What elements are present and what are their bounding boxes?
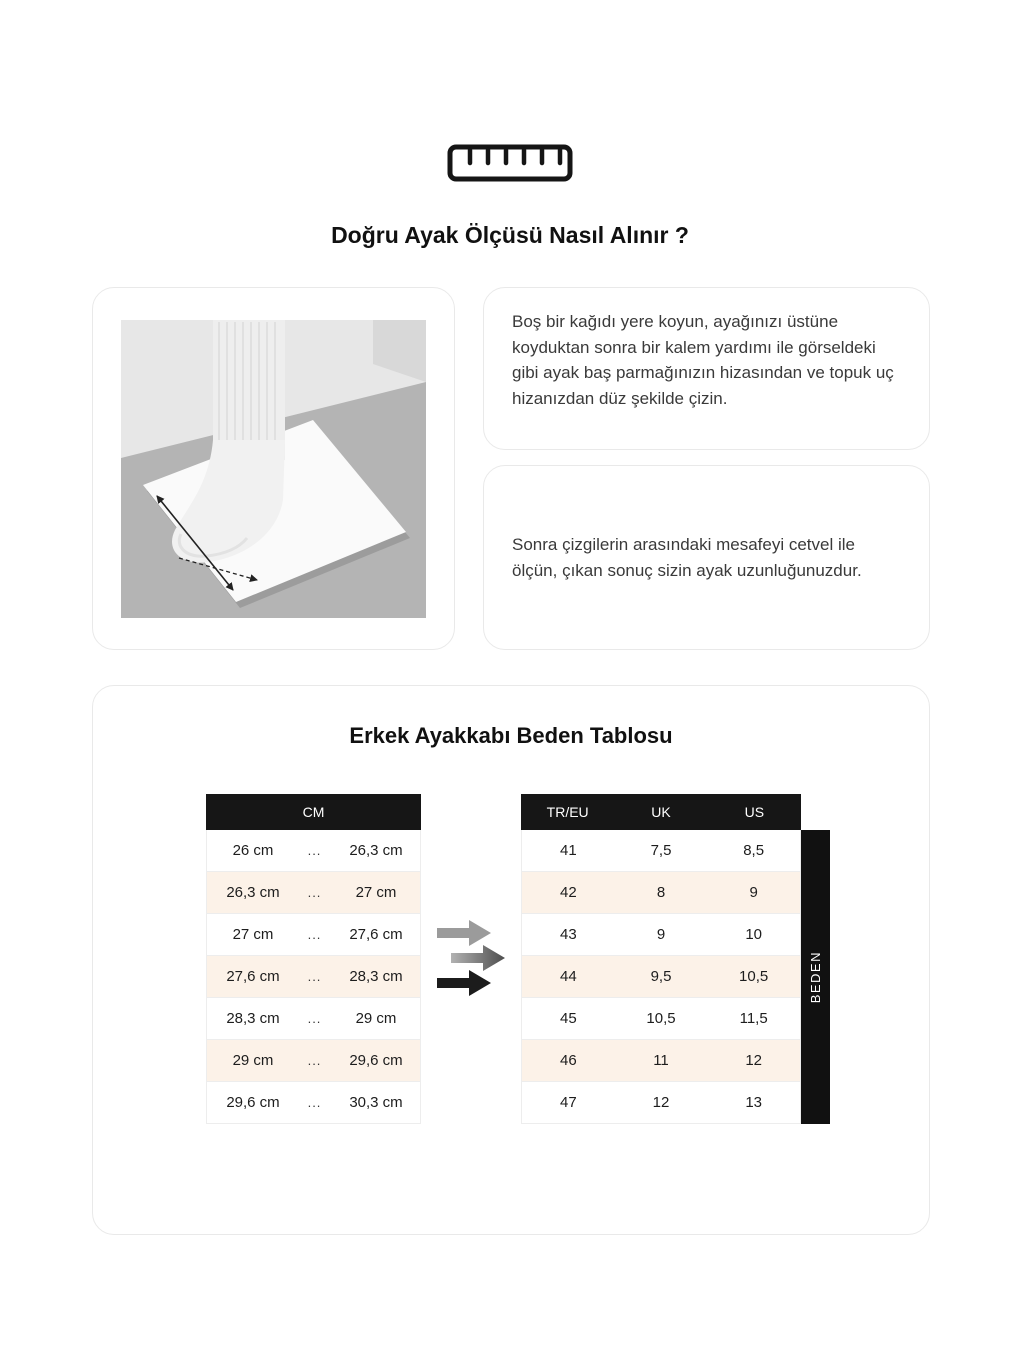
cm-table-row	[206, 914, 421, 956]
cm-separator: ...	[307, 1011, 322, 1026]
cm-table	[206, 794, 421, 1124]
beden-side-label	[801, 830, 830, 1124]
cm-max-cell: 29,6 cm	[349, 1052, 403, 1069]
cm-max-cell: 30,3 cm	[349, 1094, 403, 1111]
cm-table-row	[206, 998, 421, 1040]
cm-separator: ...	[307, 1053, 322, 1068]
size-cell-us: 11,5	[739, 1010, 768, 1027]
size-cell-treu: 41	[559, 842, 577, 859]
size-table	[521, 794, 801, 1124]
size-cell-uk: 9	[656, 926, 666, 943]
cm-min-cell: 29 cm	[232, 1052, 274, 1069]
instruction-text-2: Sonra çizgilerin arasındaki mesafeyi cetvel ile ölçün, çıkan sonuç sizin ayak uzunluğunuzdur.	[512, 535, 862, 580]
foot-measurement-image	[121, 320, 426, 618]
size-cell-uk: 11	[653, 1052, 669, 1069]
size-table-row	[521, 830, 801, 872]
cm-separator: ...	[307, 1095, 322, 1110]
size-cell-treu: 43	[559, 926, 577, 943]
cm-table-row	[206, 1082, 421, 1124]
size-table-row	[521, 956, 801, 998]
transfer-arrows-icon	[435, 918, 509, 1001]
size-table-row	[521, 998, 801, 1040]
size-cell-us: 10,5	[739, 968, 769, 985]
cm-table-row	[206, 956, 421, 998]
size-table-header	[521, 794, 801, 830]
size-table-header-us: US	[744, 804, 765, 820]
size-cell-treu: 46	[559, 1052, 577, 1069]
size-cell-uk: 8	[656, 884, 666, 901]
size-cell-uk: 10,5	[646, 1010, 676, 1027]
foot-measurement-card	[92, 287, 455, 650]
size-chart-card	[92, 685, 930, 1235]
cm-max-cell: 28,3 cm	[349, 968, 403, 985]
size-cell-treu: 45	[559, 1010, 577, 1027]
cm-table-row	[206, 830, 421, 872]
size-cell-us: 13	[745, 1094, 762, 1111]
size-cell-uk: 7,5	[650, 842, 672, 859]
cm-min-cell: 28,3 cm	[226, 1010, 280, 1027]
instruction-card-1	[483, 287, 930, 450]
instruction-text-1: Boş bir kağıdı yere koyun, ayağınızı üstüne koyduktan sonra bir kalem yardımı ile görseldeki gibi ayak baş parmağınızın hizasından ve topuk uç hizanızdan düz şekilde çizin.	[512, 312, 894, 408]
size-table-row	[521, 872, 801, 914]
page-title: Doğru Ayak Ölçüsü Nasıl Alınır ?	[331, 222, 689, 248]
cm-max-cell: 26,3 cm	[349, 842, 403, 859]
cm-max-cell: 27 cm	[355, 884, 397, 901]
cm-separator: ...	[307, 885, 322, 900]
cm-table-row	[206, 1040, 421, 1082]
size-cell-treu: 44	[559, 968, 577, 985]
cm-table-header: CM	[206, 794, 421, 830]
size-cell-uk: 12	[652, 1094, 670, 1111]
beden-label-text: BEDEN	[808, 950, 823, 1004]
size-chart-title: Erkek Ayakkabı Beden Tablosu	[349, 723, 673, 748]
cm-min-cell: 27 cm	[232, 926, 274, 943]
cm-table-row	[206, 872, 421, 914]
size-table-header-uk: UK	[651, 804, 671, 820]
size-cell-us: 9	[749, 884, 758, 901]
cm-min-cell: 29,6 cm	[226, 1094, 280, 1111]
size-cell-uk: 9,5	[650, 968, 672, 985]
cm-min-cell: 27,6 cm	[226, 968, 280, 985]
ruler-icon	[447, 142, 573, 189]
size-cell-treu: 47	[559, 1094, 577, 1111]
size-table-row	[521, 1082, 801, 1124]
size-table-row	[521, 914, 801, 956]
instruction-card-2	[483, 465, 930, 650]
size-cell-us: 8,5	[743, 842, 765, 859]
cm-min-cell: 26 cm	[232, 842, 274, 859]
size-cell-us: 12	[745, 1052, 762, 1069]
cm-separator: ...	[307, 843, 322, 858]
cm-max-cell: 29 cm	[355, 1010, 397, 1027]
size-cell-treu: 42	[559, 884, 577, 901]
size-table-row	[521, 1040, 801, 1082]
cm-separator: ...	[307, 969, 322, 984]
size-table-header-treu: TR/EU	[546, 804, 589, 820]
cm-max-cell: 27,6 cm	[349, 926, 403, 943]
cm-separator: ...	[307, 927, 322, 942]
size-cell-us: 10	[745, 926, 762, 943]
cm-min-cell: 26,3 cm	[226, 884, 280, 901]
